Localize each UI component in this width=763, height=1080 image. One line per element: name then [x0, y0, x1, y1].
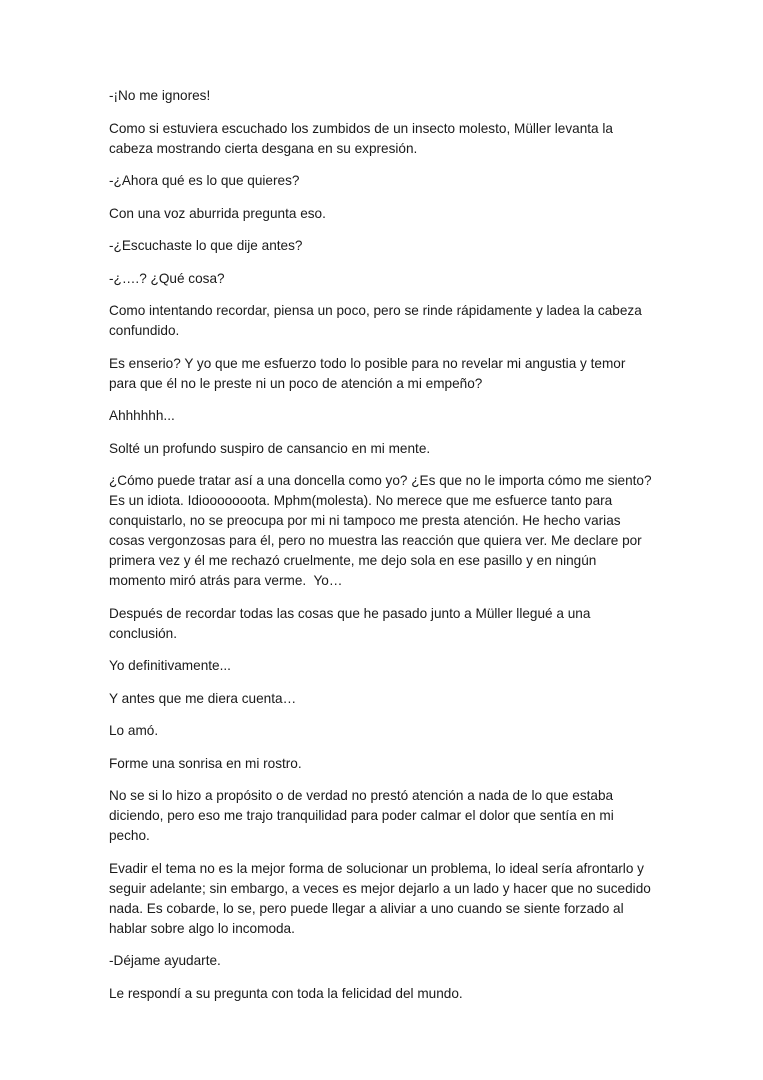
paragraph-6: -¿….? ¿Qué cosa? — [109, 270, 225, 286]
paragraph-3: -¿Ahora qué es lo que quieres? — [109, 173, 300, 188]
paragraph-15: Lo amó. — [109, 723, 159, 738]
paragraph-7: Como intentando recordar, piensa un poco, pero se rinde rápidamente y ladea la cabeza confundido. — [109, 303, 646, 338]
paragraph-11: ¿Cómo puede tratar así a una doncella como yo? ¿Es que no le importa cómo me siento? Es un idiota. Idiooooooota. Mphm(molesta). No merece que me esfuerce tanto para conquistarlo, no se preocupa por mi ni tampoco me presta atención. He hecho varias cosas vergonzosas para él, pero no muestra las reacción que quiera ver. Me declare por primera vez y él me rechazó cruelmente, me dejo sola en ese pasillo y en ningún momento miró atrás para verme. Yo… — [109, 473, 656, 588]
paragraph-16: Forme una sonrisa en mi rostro. — [109, 755, 302, 771]
paragraph-2: Como si estuviera escuchado los zumbidos de un insecto molesto, Müller levanta la cabeza mostrando cierta desgana en su expresión. — [109, 120, 617, 156]
paragraph-8: Es enserio? Y yo que me esfuerzo todo lo posible para no revelar mi angustia y temor para que él no le preste ni un poco de atención a mi empeño? — [109, 355, 630, 391]
paragraph-13: Yo definitivamente... — [109, 658, 231, 673]
paragraph-10: Solté un profundo suspiro de cansancio en mi mente. — [109, 440, 431, 456]
paragraph-19: -Déjame ayudarte. — [109, 953, 221, 968]
paragraph-4: Con una voz aburrida pregunta eso. — [109, 205, 326, 221]
paragraph-9: Ahhhhhh... — [109, 408, 175, 423]
paragraph-5: -¿Escuchaste lo que dije antes? — [109, 238, 303, 253]
paragraph-20: Le respondí a su pregunta con toda la felicidad del mundo. — [109, 985, 463, 1001]
paragraph-14: Y antes que me diera cuenta… — [109, 690, 297, 706]
paragraph-12: Después de recordar todas las cosas que he pasado junto a Müller llegué a una conclusión. — [109, 605, 595, 641]
paragraph-18: Evadir el tema no es la mejor forma de solucionar un problema, lo ideal sería afrontarlo y seguir adelante; sin embargo, a veces es mejor dejarlo a un lado y hacer que no sucedido nada. Es cobarde, lo se, pero puede llegar a aliviar a uno cuando se siente forzado al hablar sobre algo lo incomoda. — [109, 860, 655, 936]
paragraph-17: No se si lo hizo a propósito o de verdad no prestó atención a nada de lo que estaba diciendo, pero eso me trajo tranquilidad para poder calmar el dolor que sentía en mi pecho. — [109, 788, 618, 843]
paragraph-1: -¡No me ignores! — [109, 88, 211, 103]
